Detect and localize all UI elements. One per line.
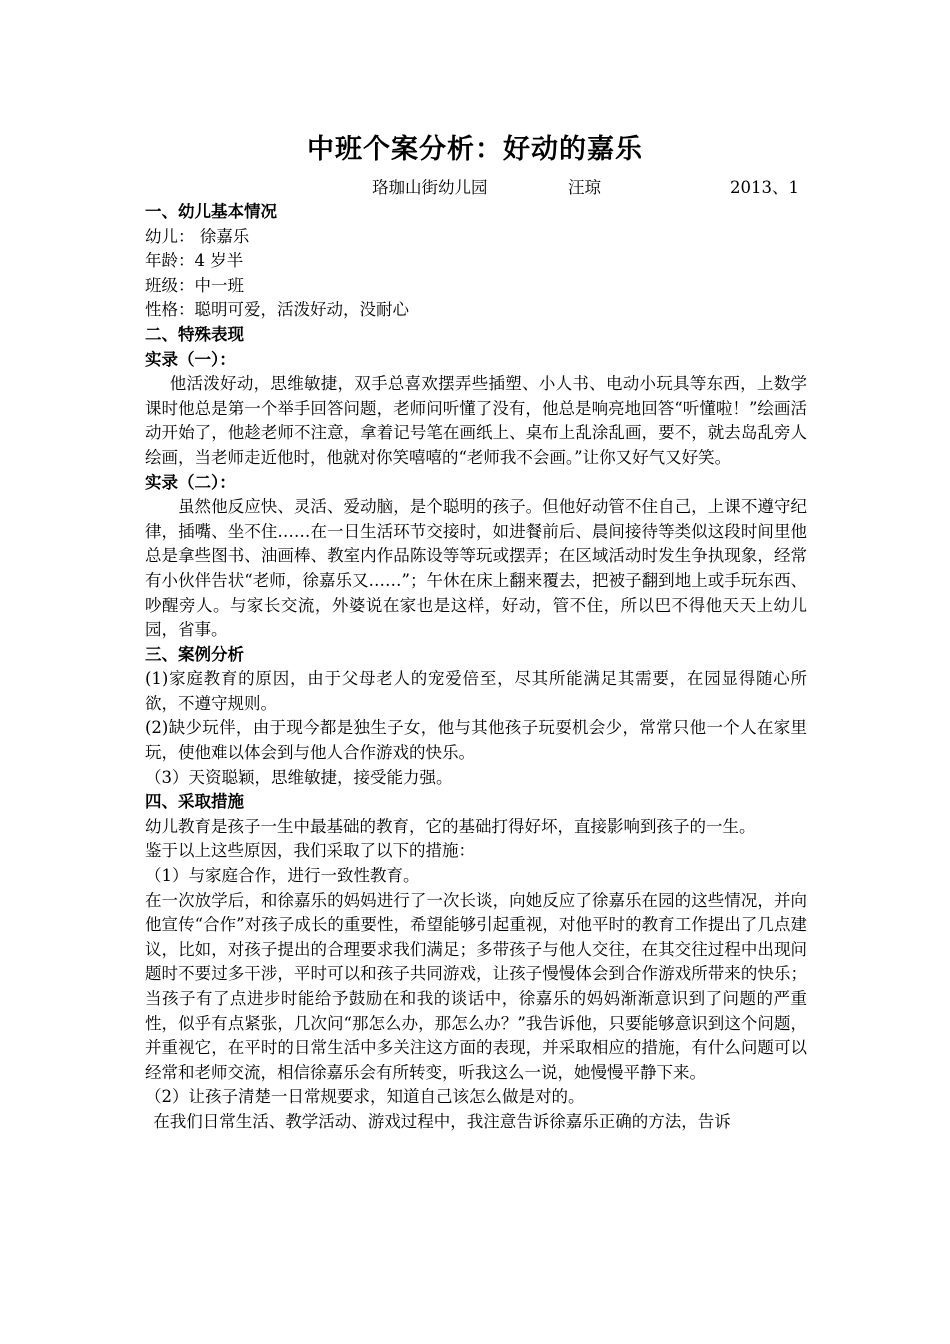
child-age-line: 年龄：4 岁半 <box>145 251 244 271</box>
measure-2-paragraph: 在我们日常生活、教学活动、游戏过程中，我注意告诉徐嘉乐正确的方法，告诉 <box>153 1111 731 1131</box>
byline-author: 汪琼 <box>568 178 601 197</box>
measure-2-heading: （2）让孩子清楚一日常规要求，知道自己该怎么做是对的。 <box>145 1087 585 1107</box>
analysis-item-3: （3）天资聪颖，思维敏捷，接受能力强。 <box>145 767 453 787</box>
child-personality-line: 性格：聪明可爱，活泼好动，没耐心 <box>145 300 409 320</box>
measures-reason: 鉴于以上这些原因，我们采取了以下的措施： <box>145 841 475 861</box>
byline-date: 2013、1 <box>730 178 799 197</box>
record-1-paragraph: 他活泼好动，思维敏捷，双手总喜欢摆弄些插塑、小人书、电动小玩具等东西，上数学课时他总是第一个举手回答问题，老师问听懂了没有，他总是响亮地回答“听懂啦！”绘画活动开始了，他趁老师不注意，拿着记号笔在画纸上、桌布上乱涂乱画，要不，就去岛乱旁人绘画，当老师走近他时，他就对你笑嘻嘻的“老师我不会画。”让你又好气又好笑。 <box>145 374 807 467</box>
record-2-paragraph: 虽然他反应快、灵活、爱动脑，是个聪明的孩子。但他好动管不住自己，上课不遵守纪律，插嘴、坐不住……在一日生活环节交接时，如进餐前后、晨间接待等类似这段时间里他总是拿些图书、油画棒、教室内作品陈设等等玩或摆弄；在区域活动时发生争执现象，经常有小伙伴告状“老师，徐嘉乐又……”；午休在床上翻来覆去，把被子翻到地上或手玩东西、吵醒旁人。与家长交流，外婆说在家也是这样，好动，管不住，所以巴不得他天天上幼儿园，省事。 <box>145 497 807 640</box>
section-heading-basic-info: 一、幼儿基本情况 <box>145 202 277 221</box>
section-heading-behavior: 二、特殊表现 <box>145 324 244 344</box>
analysis-item-2: (2)缺少玩伴，由于现今都是独生子女，他与其他孩子玩耍机会少，常常只他一个人在家里玩，使他难以体会到与他人合作游戏的快乐。 <box>145 718 807 763</box>
section-heading-analysis: 三、案例分析 <box>145 644 244 664</box>
document-title: 中班个案分析：好动的嘉乐 <box>307 134 643 165</box>
measure-1-heading: （1）与家庭合作，进行一致性教育。 <box>145 866 420 886</box>
measures-intro: 幼儿教育是孩子一生中最基础的教育，它的基础打得好坏，直接影响到孩子的一生。 <box>145 816 756 836</box>
child-class-line: 班级：中一班 <box>145 275 244 295</box>
section-heading-measures: 四、采取措施 <box>145 792 244 812</box>
record-2-heading: 实录（二）： <box>145 472 236 492</box>
record-1-heading: 实录（一）： <box>145 349 236 369</box>
byline-school: 珞珈山街幼儿园 <box>372 178 488 197</box>
measure-1-paragraph: 在一次放学后，和徐嘉乐的妈妈进行了一次长谈，向她反应了徐嘉乐在园的这些情况，并向他宣传“合作”对孩子成长的重要性，希望能够引起重视，对他平时的教育工作提出了几点建议，比如，对孩子提出的合理要求我们满足；多带孩子与他人交往，在其交往过程中出现问题时不要过多干涉，平时可以和孩子共同游戏，让孩子慢慢体会到合作游戏所带来的快乐；当孩子有了点进步时能给予鼓励在和我的谈话中，徐嘉乐的妈妈渐渐意识到了问题的严重性，似乎有点紧张，几次问“那怎么办，那怎么办？”我告诉他，只要能够意识到这个问题，并重视它，在平时的日常生活中多关注这方面的表现，并采取相应的措施，有什么问题可以经常和老师交流，相信徐嘉乐会有所转变，听我这么一说，她慢慢平静下来。 <box>145 890 807 1082</box>
document-body <box>145 200 807 1135</box>
analysis-item-1: (1)家庭教育的原因，由于父母老人的宠爱倍至，尽其所能满足其需要，在园显得随心所欲，不遵守规则。 <box>145 669 807 713</box>
child-name-line: 幼儿： 徐嘉乐 <box>145 226 250 246</box>
